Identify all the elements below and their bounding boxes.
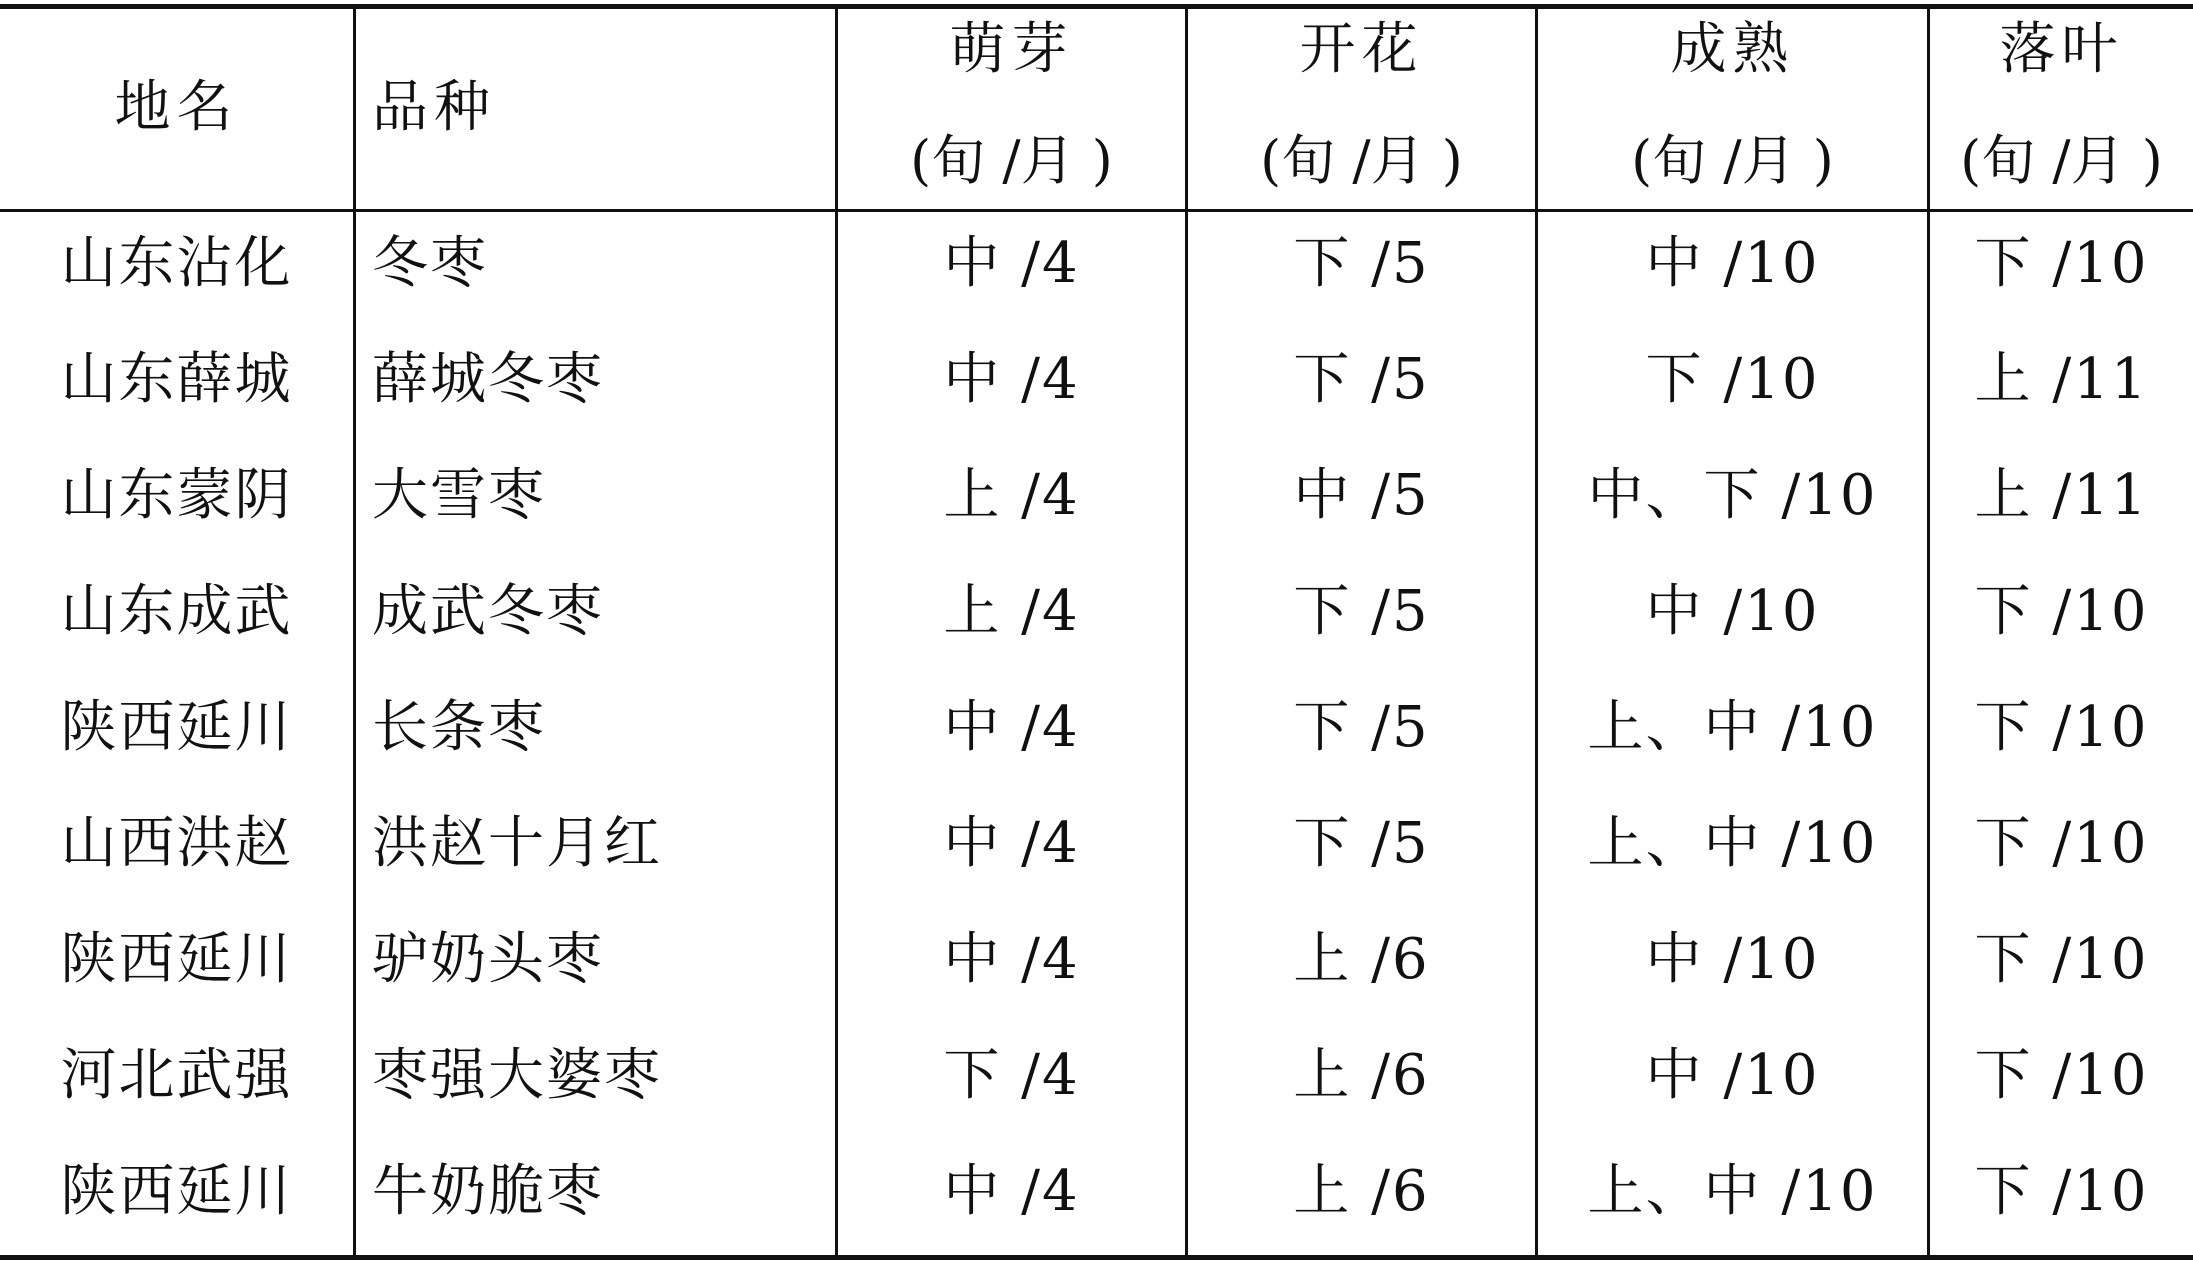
cell-budding: 中 /4 (943, 811, 1080, 876)
cell-place: 山东成武 (60, 579, 293, 644)
cell-leaf-fall: 上 /11 (1974, 347, 2149, 412)
cell-flowering: 下 /5 (1293, 231, 1430, 296)
cell-leaf-fall: 下 /10 (1974, 231, 2149, 296)
header-flowering-unit: (旬 /月 ) (1260, 129, 1463, 192)
header-budding-unit: (旬 /月 ) (910, 129, 1113, 192)
cell-place: 山东蒙阴 (60, 463, 293, 528)
cell-maturity: 上、中 /10 (1587, 811, 1878, 876)
header-leaf-fall-unit: (旬 /月 ) (1960, 129, 2163, 192)
cell-variety: 薛城冬枣 (372, 347, 604, 412)
cell-maturity: 下 /10 (1645, 347, 1820, 412)
cell-budding: 下 /4 (943, 1043, 1080, 1108)
cell-budding: 中 /4 (943, 927, 1080, 992)
cell-maturity: 中 /10 (1645, 927, 1820, 992)
cell-budding: 上 /4 (943, 463, 1080, 528)
cell-variety: 长条枣 (372, 695, 546, 760)
table-header-rule (0, 209, 2193, 212)
cell-leaf-fall: 下 /10 (1974, 927, 2149, 992)
cell-place: 山东沾化 (60, 231, 293, 296)
cell-flowering: 下 /5 (1293, 695, 1430, 760)
cell-budding: 中 /4 (943, 231, 1080, 296)
cell-flowering: 下 /5 (1293, 347, 1430, 412)
header-variety: 品种 (372, 75, 496, 140)
cell-leaf-fall: 下 /10 (1974, 695, 2149, 760)
cell-flowering: 下 /5 (1293, 579, 1430, 644)
header-maturity-unit: (旬 /月 ) (1631, 129, 1834, 192)
cell-maturity: 上、中 /10 (1587, 695, 1878, 760)
cell-flowering: 上 /6 (1293, 1159, 1430, 1224)
cell-place: 陕西延川 (60, 1159, 293, 1224)
cell-leaf-fall: 下 /10 (1974, 811, 2149, 876)
cell-place: 山西洪赵 (60, 811, 293, 876)
cell-variety: 冬枣 (372, 231, 488, 296)
cell-flowering: 下 /5 (1293, 811, 1430, 876)
cell-maturity: 中 /10 (1645, 579, 1820, 644)
cell-variety: 洪赵十月红 (372, 811, 662, 876)
cell-place: 河北武强 (60, 1043, 293, 1108)
table-top-rule (0, 4, 2193, 9)
cell-flowering: 中 /5 (1293, 463, 1430, 528)
cell-budding: 中 /4 (943, 1159, 1080, 1224)
cell-variety: 成武冬枣 (372, 579, 604, 644)
cell-flowering: 上 /6 (1293, 1043, 1430, 1108)
cell-maturity: 上、中 /10 (1587, 1159, 1878, 1224)
cell-leaf-fall: 下 /10 (1974, 1043, 2149, 1108)
header-flowering: 开花 (1299, 17, 1424, 82)
header-place: 地名 (114, 75, 239, 140)
cell-budding: 上 /4 (943, 579, 1080, 644)
cell-variety: 枣强大婆枣 (372, 1043, 662, 1108)
header-maturity: 成熟 (1670, 17, 1795, 82)
cell-maturity: 中 /10 (1645, 1043, 1820, 1108)
cell-variety: 大雪枣 (372, 463, 546, 528)
cell-budding: 中 /4 (943, 347, 1080, 412)
table-bottom-rule (0, 1255, 2193, 1260)
cell-maturity: 中 /10 (1645, 231, 1820, 296)
cell-variety: 牛奶脆枣 (372, 1159, 604, 1224)
cell-variety: 驴奶头枣 (372, 927, 604, 992)
cell-place: 陕西延川 (60, 927, 293, 992)
cell-place: 山东薛城 (60, 347, 293, 412)
cell-flowering: 上 /6 (1293, 927, 1430, 992)
header-leaf-fall: 落叶 (1999, 17, 2124, 82)
cell-leaf-fall: 下 /10 (1974, 1159, 2149, 1224)
cell-leaf-fall: 下 /10 (1974, 579, 2149, 644)
column-divider (353, 6, 356, 1258)
header-budding: 萌芽 (949, 17, 1074, 82)
cell-place: 陕西延川 (60, 695, 293, 760)
cell-maturity: 中、下 /10 (1587, 463, 1878, 528)
cell-leaf-fall: 上 /11 (1974, 463, 2149, 528)
cell-budding: 中 /4 (943, 695, 1080, 760)
